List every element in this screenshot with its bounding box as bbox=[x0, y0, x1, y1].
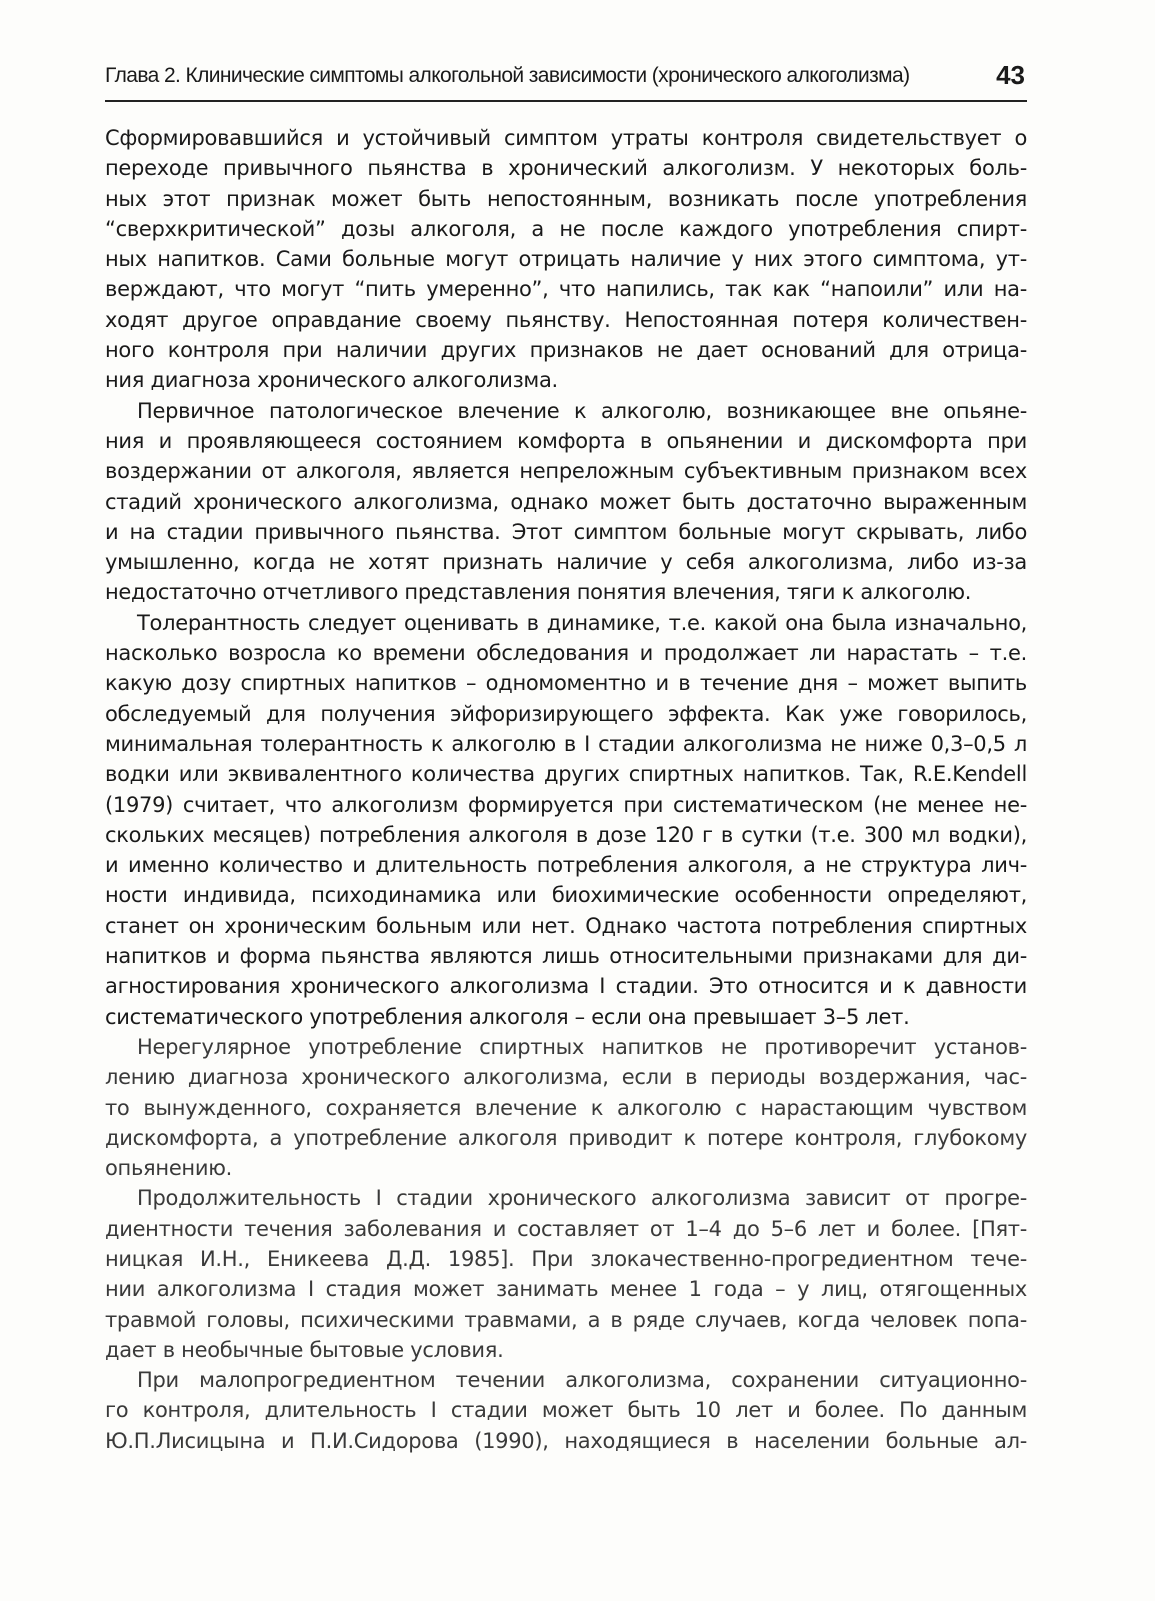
text-line: ницкая И.Н., Еникеева Д.Д. 1985]. При злокачественно-прогредиентном тече- bbox=[105, 1246, 1027, 1271]
text-line: минимальная толерантность к алкоголю в I стадии алкоголизма не ниже 0,3–0,5 л bbox=[105, 731, 1027, 756]
text-line: го контроля, длительность I стадии может быть 10 лет и более. По данным bbox=[105, 1398, 1027, 1423]
text-line: и на стадии привычного пьянства. Этот симптом больные могут скрывать, либо bbox=[105, 519, 1027, 544]
text-line: скольких месяцев) потребления алкоголя в дозе 120 г в сутки (т.е. 300 мл водки), bbox=[105, 822, 1027, 847]
text-line: агностирования хронического алкоголизма I стадии. Это относится и к давности bbox=[105, 974, 1027, 999]
text-line: Первичное патологическое влечение к алкоголю, возникающее вне опьяне- bbox=[137, 398, 1027, 423]
text-line: травмой головы, психическими травмами, а в ряде случаев, когда человек попа- bbox=[105, 1307, 1027, 1332]
text-line: Продолжительность I стадии хронического алкоголизма зависит от прогре- bbox=[137, 1186, 1027, 1211]
paragraph bbox=[105, 608, 1027, 1032]
paragraph bbox=[105, 1032, 1027, 1183]
text-line: При малопрогредиентном течении алкоголизма, сохранении ситуационно- bbox=[137, 1368, 1027, 1393]
text-line: станет он хроническим больным или нет. Однако частота потребления спиртных bbox=[105, 913, 1027, 938]
text-line: Нерегулярное употребление спиртных напитков не противоречит установ- bbox=[137, 1034, 1027, 1059]
text-line: Толерантность следует оценивать в динамике, т.е. какой она была изначально, bbox=[137, 610, 1027, 635]
text-line: стадий хронического алкоголизма, однако может быть достаточно выраженным bbox=[105, 489, 1027, 514]
text-line: лению диагноза хронического алкоголизма, если в периоды воздержания, час- bbox=[105, 1065, 1027, 1090]
text-line: нии алкоголизма I стадия может занимать менее 1 года – у лиц, отягощенных bbox=[105, 1277, 1027, 1302]
text-line: воздержании от алкоголя, является непреложным субъективным признаком всех bbox=[105, 459, 1027, 484]
text-line: и именно количество и длительность потребления алкоголя, а не структура лич- bbox=[105, 853, 1027, 878]
text-line: дает в необычные бытовые условия. bbox=[105, 1337, 504, 1362]
text-line: ного контроля при наличии других признаков не дает оснований для отрица- bbox=[105, 338, 1027, 363]
text-line: “сверхкритической” дозы алкоголя, а не после каждого употребления спирт- bbox=[105, 216, 1027, 241]
text-line: обследуемый для получения эйфоризирующего эффекта. Как уже говорилось, bbox=[105, 701, 1027, 726]
body-text bbox=[105, 123, 1027, 1456]
text-line: напитков и форма пьянства являются лишь относительными признаками для ди- bbox=[105, 944, 1027, 969]
chapter-title: Глава 2. Клинические симптомы алкогольной зависимости (хронического алкоголизма) bbox=[105, 64, 910, 87]
text-line: умышленно, когда не хотят признать наличие у себя алкоголизма, либо из-за bbox=[105, 550, 1027, 575]
running-header bbox=[105, 58, 1027, 102]
text-line: какую дозу спиртных напитков – одномоментно и в течение дня – может выпить bbox=[105, 671, 1027, 696]
text-line: Ю.П.Лисицына и П.И.Сидорова (1990), находящиеся в населении больные ал- bbox=[105, 1428, 1027, 1453]
text-line: (1979) считает, что алкоголизм формируется при систематическом (не менее не- bbox=[105, 792, 1027, 817]
text-line: то вынужденного, сохраняется влечение к алкоголю с нарастающим чувством bbox=[105, 1095, 1027, 1120]
text-line: ных напитков. Сами больные могут отрицать наличие у них этого симптома, ут- bbox=[105, 247, 1027, 272]
text-line: Сформировавшийся и устойчивый симптом утраты контроля свидетельствует о bbox=[105, 126, 1027, 150]
text-line: ния и проявляющееся состоянием комфорта в опьянении и дискомфорта при bbox=[105, 428, 1027, 453]
text-line: ности индивида, психодинамика или биохимические особенности определяют, bbox=[105, 883, 1027, 908]
text-line: диентности течения заболевания и составляет от 1–4 до 5–6 лет и более. [Пят- bbox=[105, 1216, 1027, 1241]
paragraph bbox=[105, 1365, 1027, 1456]
text-line: ных этот признак может быть непостоянным, возникать после употребления bbox=[105, 186, 1027, 211]
text-line: ходят другое оправдание своему пьянству. Непостоянная потеря количествен- bbox=[105, 307, 1027, 332]
paragraph bbox=[105, 1183, 1027, 1365]
text-line: водки или эквивалентного количества других спиртных напитков. Так, R.E.Kendell bbox=[105, 762, 1027, 787]
paragraph bbox=[105, 123, 1027, 396]
page-number: 43 bbox=[996, 60, 1025, 90]
text-line: насколько возросла ко времени обследования и продолжает ли нарастать – т.е. bbox=[105, 641, 1027, 666]
text-line: ния диагноза хронического алкоголизма. bbox=[105, 368, 558, 393]
text-line: переходе привычного пьянства в хронический алкоголизм. У некоторых боль- bbox=[105, 156, 1027, 181]
text-line: дискомфорта, а употребление алкоголя приводит к потере контроля, глубокому bbox=[105, 1125, 1027, 1150]
paragraph bbox=[105, 396, 1027, 608]
text-line: недостаточно отчетливого представления понятия влечения, тяги к алкоголю. bbox=[105, 580, 972, 605]
text-line: верждают, что могут “пить умеренно”, что напились, так как “напоили” или на- bbox=[105, 277, 1027, 302]
text-line: опьянению. bbox=[105, 1156, 232, 1181]
text-line: систематического употребления алкоголя – если она превышает 3–5 лет. bbox=[105, 1004, 910, 1029]
